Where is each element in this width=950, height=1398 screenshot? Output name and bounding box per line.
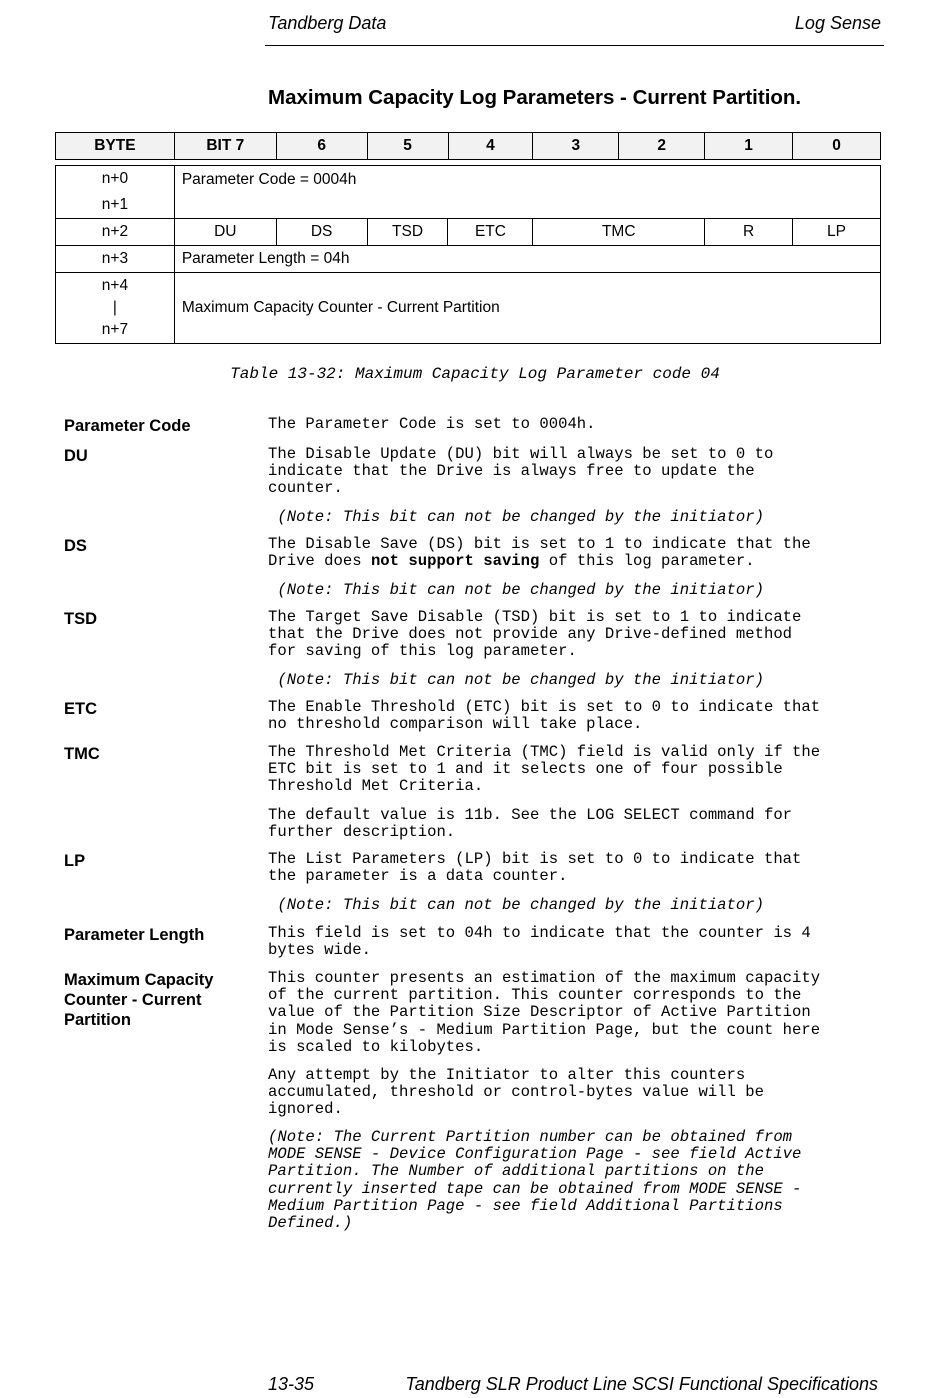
- table-row: [56, 246, 881, 273]
- field-du: DU: [174, 219, 276, 246]
- term-du: DU: [64, 447, 88, 465]
- note-tsd: (Note: This bit can not be changed by the initiator): [268, 671, 764, 689]
- desc-tmc: The Threshold Met Criteria (TMC) field is valid only if the ETC bit is set to 1 and it selects one of four possible Threshold Met Criteria.: [268, 743, 821, 796]
- desc-ds: [268, 536, 908, 570]
- note-lp: (Note: This bit can not be changed by the initiator): [268, 896, 764, 914]
- byte-label: n+4: [101, 277, 129, 294]
- desc-etc: The Enable Threshold (ETC) bit is set to 0 to indicate that no threshold comparison will take place.: [268, 698, 821, 734]
- desc-lp: The List Parameters (LP) bit is set to 0 to indicate that the parameter is a data counter.: [268, 850, 802, 886]
- page-title: Maximum Capacity Log Parameters - Current Partition.: [268, 86, 802, 109]
- field-r: R: [705, 219, 793, 246]
- col-header-bit1: 1: [705, 133, 793, 160]
- field-lp: LP: [793, 219, 881, 246]
- desc-max-capacity-counter: This counter presents an estimation of the maximum capacity of the current partition. This counter corresponds to the value of the Partition Size Descriptor of Active Partition in Mode Sense’s - Medium Partition Page, but the count here is scaled to kilobytes.: [268, 969, 821, 1056]
- counter-cell: Maximum Capacity Counter - Current Partition: [174, 273, 880, 344]
- term-ds: DS: [64, 537, 87, 555]
- footer-title: Tandberg SLR Product Line SCSI Functional Specifications: [405, 1374, 878, 1394]
- table-row: [56, 273, 881, 344]
- term-parameter-length: Parameter Length: [64, 926, 205, 944]
- table-row: [56, 219, 881, 246]
- byte-cell: n+3: [56, 246, 175, 273]
- col-header-bit0: 0: [793, 133, 881, 160]
- desc-tmc-default: The default value is 11b. See the LOG SELECT command for further description.: [268, 806, 793, 842]
- desc-parameter-code: The Parameter Code is set to 0004h.: [268, 415, 596, 433]
- col-header-bit4: 4: [448, 133, 533, 160]
- note-ds: (Note: This bit can not be changed by the initiator): [268, 581, 764, 599]
- byte-label: n+1: [101, 196, 129, 213]
- parameter-code-cell: Parameter Code = 0004h: [174, 166, 880, 219]
- header-rule: [265, 45, 884, 46]
- term-tmc: TMC: [64, 745, 100, 763]
- term-max-capacity-counter: Maximum Capacity Counter - Current Partition: [64, 971, 214, 1029]
- byte-label: n+0: [101, 170, 129, 187]
- col-header-bit2: 2: [619, 133, 705, 160]
- term-tsd: TSD: [64, 610, 97, 628]
- running-header-right: Log Sense: [794, 13, 881, 33]
- byte-range-separator: |: [112, 299, 117, 316]
- page-number: 13-35: [268, 1374, 315, 1394]
- byte-cell: [56, 166, 175, 219]
- field-tmc: TMC: [533, 219, 705, 246]
- desc-ds-emphasis: not support saving: [370, 552, 540, 571]
- field-ds: DS: [276, 219, 367, 246]
- byte-cell: [56, 273, 175, 344]
- field-etc: ETC: [448, 219, 533, 246]
- running-header-left: Tandberg Data: [268, 13, 387, 33]
- desc-du: The Disable Update (DU) bit will always be set to 0 to indicate that the Drive is always free to update the counter.: [268, 445, 774, 498]
- desc-ds-part: of this log parameter.: [539, 552, 755, 571]
- note-current-partition: (Note: The Current Partition number can be obtained from MODE SENSE - Device Configuration Page - see field Active Partition. The Number of additional partitions on the currently inserted tape can be obtained from MODE SENSE - Medium Partition Page - see field Additional Partitions Defined.): [268, 1128, 802, 1233]
- desc-tsd: The Target Save Disable (TSD) bit is set to 1 to indicate that the Drive does not provide any Drive-defined method for saving of this log parameter.: [268, 608, 802, 661]
- bit-table-body: [55, 165, 881, 344]
- desc-initiator-alter: Any attempt by the Initiator to alter this counters accumulated, threshold or control-bytes value will be ignored.: [268, 1066, 764, 1119]
- col-header-bit6: 6: [276, 133, 367, 160]
- byte-cell: n+2: [56, 219, 175, 246]
- col-header-bit7: BIT 7: [174, 133, 276, 160]
- col-header-bit5: 5: [367, 133, 448, 160]
- col-header-bit3: 3: [533, 133, 619, 160]
- desc-ds-part: The Disable Save (DS) bit is set to 1 to indicate that the Drive does: [268, 535, 811, 571]
- table-caption: Table 13-32: Maximum Capacity Log Parameter code 04: [230, 365, 720, 383]
- bit-table-header: [55, 132, 881, 160]
- table-row: [56, 166, 881, 219]
- term-lp: LP: [64, 852, 86, 870]
- term-parameter-code: Parameter Code: [64, 417, 191, 435]
- desc-parameter-length: This field is set to 04h to indicate that the counter is 4 bytes wide.: [268, 924, 811, 960]
- term-etc: ETC: [64, 700, 97, 718]
- note-du: (Note: This bit can not be changed by the initiator): [268, 508, 764, 526]
- field-tsd: TSD: [367, 219, 448, 246]
- col-header-byte: BYTE: [56, 133, 175, 160]
- byte-label: n+7: [101, 321, 129, 338]
- parameter-length-cell: Parameter Length = 04h: [174, 246, 880, 273]
